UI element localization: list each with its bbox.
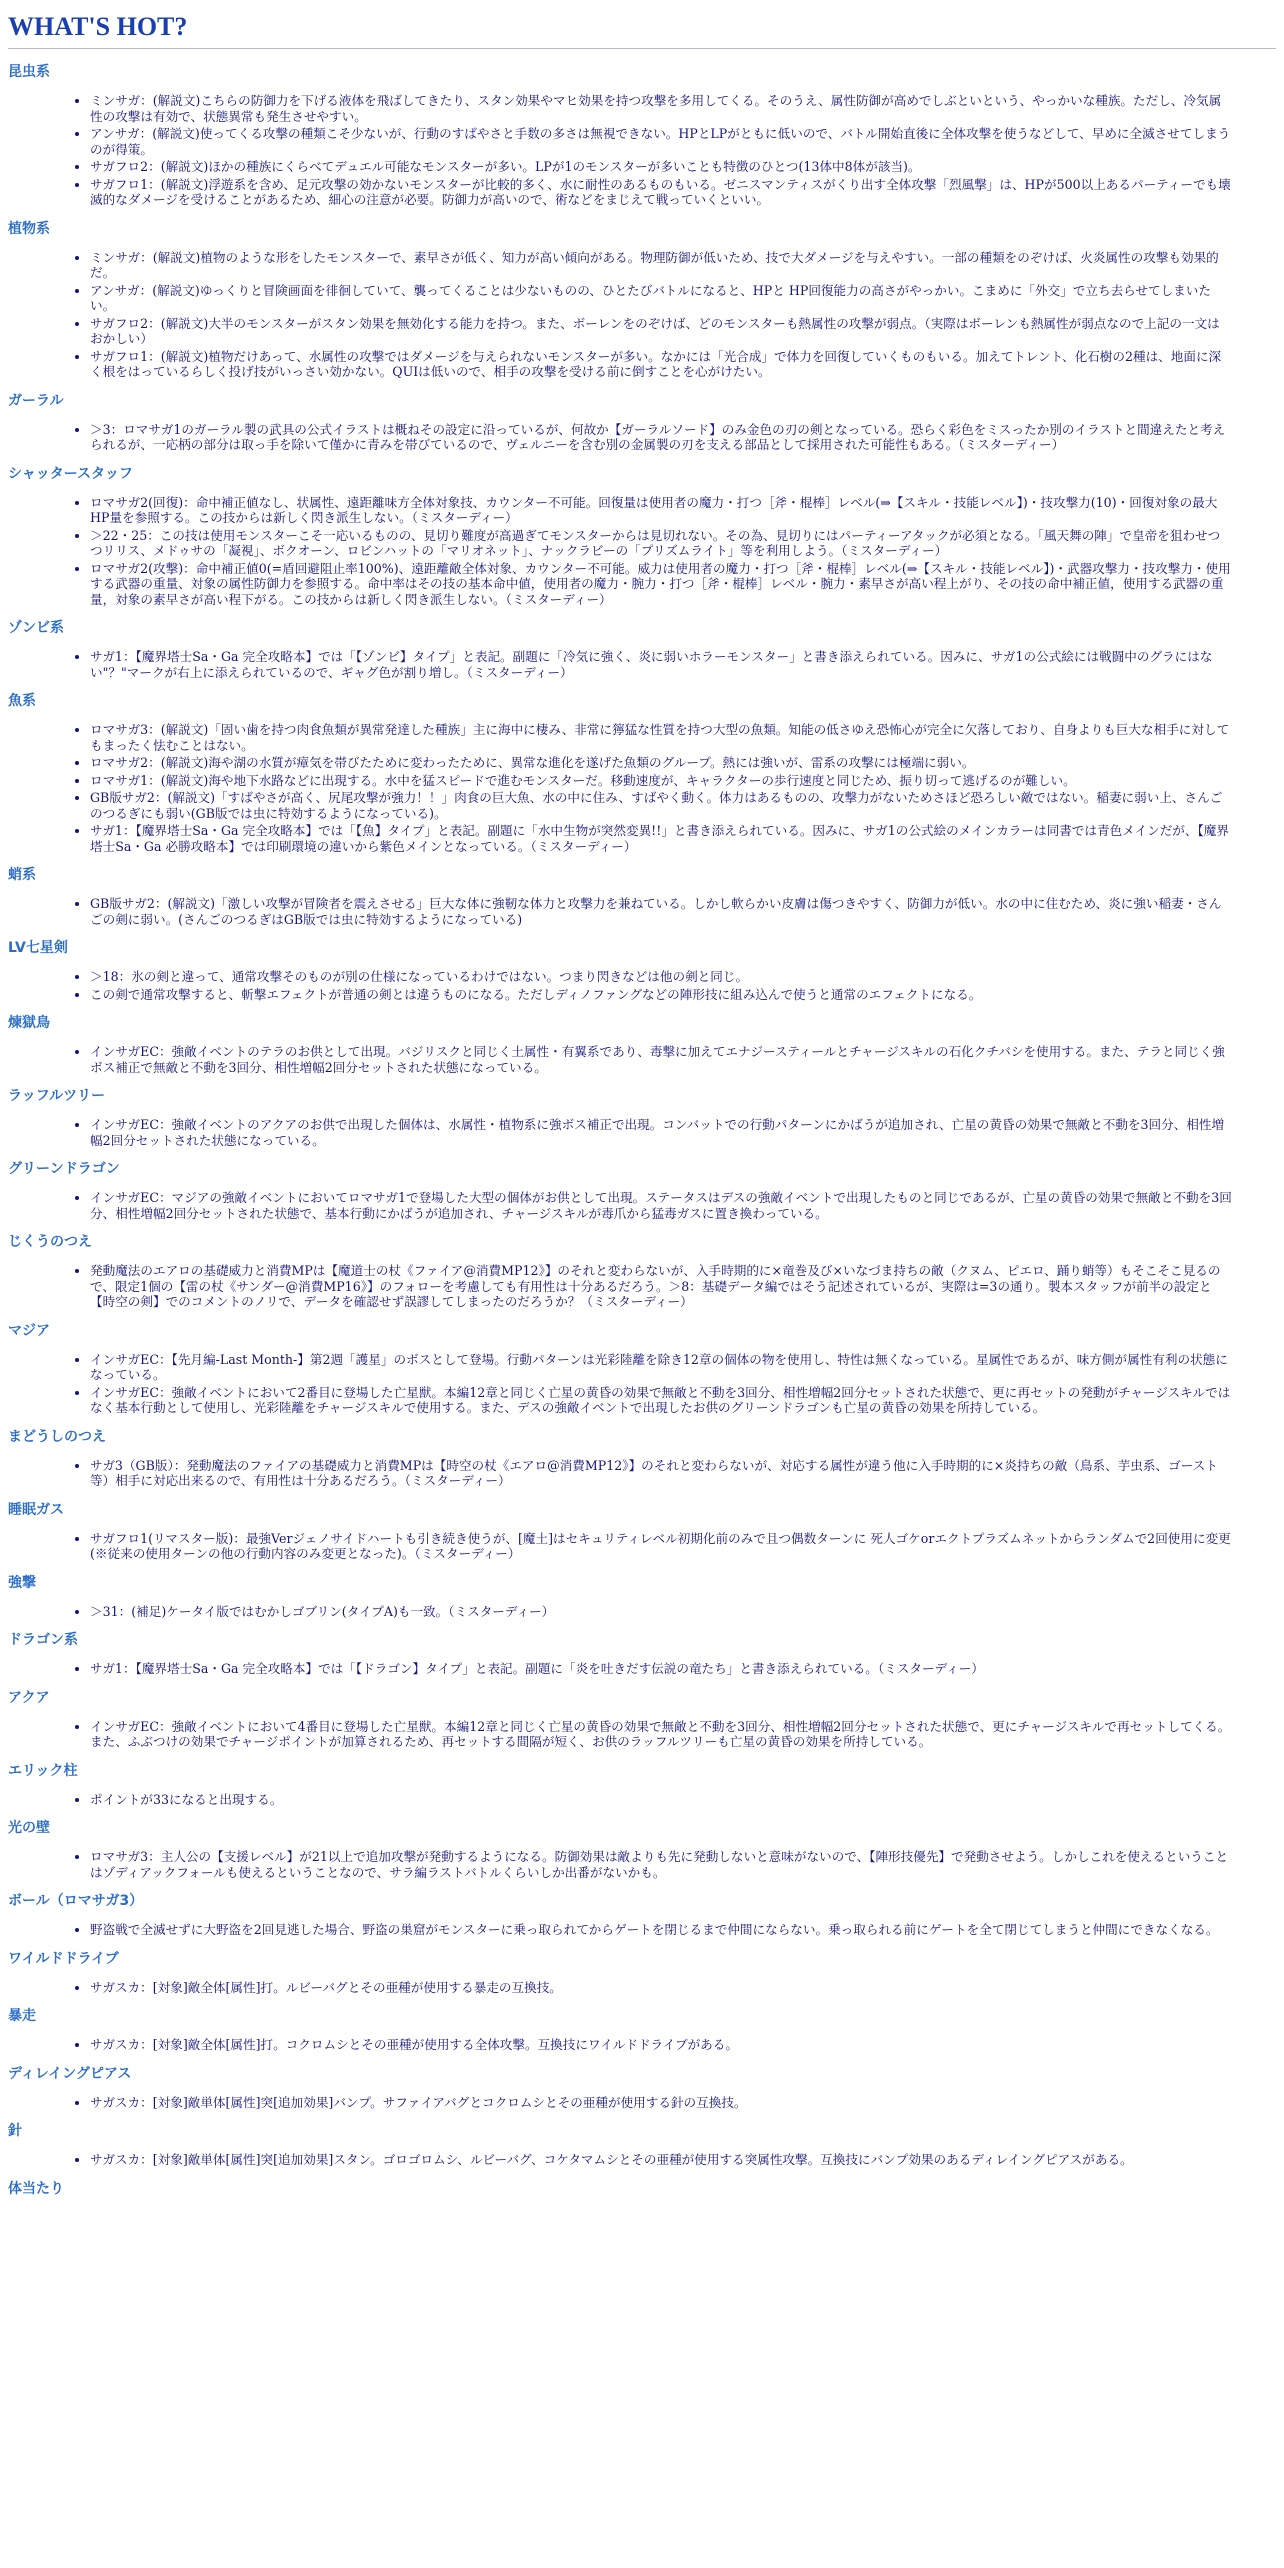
section bbox=[8, 1948, 1276, 1996]
entry-list bbox=[8, 896, 1276, 927]
section-heading[interactable]: まどうしのつえ bbox=[8, 1428, 106, 1445]
section bbox=[8, 1158, 1276, 1221]
section bbox=[8, 1572, 1276, 1620]
entry-list bbox=[8, 2037, 1276, 2053]
section-heading[interactable]: 昆虫系 bbox=[8, 64, 50, 80]
section bbox=[8, 390, 1276, 453]
entry-list bbox=[8, 722, 1276, 854]
section bbox=[8, 61, 1276, 208]
entry-item: • ＞22・25：この技は使用モンスターこそ一応いるものの、見切り難度が高過ぎてモンスターからは見切れない。その為、見切りにはパーティーアタックが必須となる。「風天舞の陣」で皇帝を狙わせつつリリス、メドゥサの「凝視」、ボクオーン、ロビンハットの「マリオネット」、ナックラビーの「プリズムライト」等を利用しよう。（ミスターディー） bbox=[90, 528, 1232, 559]
section-heading[interactable]: ディレイングピアス bbox=[8, 2065, 132, 2082]
entry-item: • インサガEC：マジアの強敵イベントにおいてロマサガ1で登場した大型の個体がお供として出現。ステータスはデスの強敵イベントで出現したものと同じであるが、亡星の黄昏の効果で無敵と不動を3回分、相性増幅2回分セットされた状態で、基本行動にかばうが追加され、チャージスキルが毒爪から猛毒ガスに置き換わっている。 bbox=[90, 1190, 1232, 1221]
entry-list bbox=[8, 1980, 1276, 1996]
entry-item: • ポイントが33になると出現する。 bbox=[90, 1792, 1232, 1808]
entry-item: • サガスカ：[対象]敵単体[属性]突[追加効果]バンプ。サファイアバグとコクロムシとその亜種が使用する針の互換技。 bbox=[90, 2095, 1232, 2111]
entry-item: • ロマサガ1：(解説文)海や地下水路などに出現する。水中を猛スピードで進むモンスターだ。移動速度が、キャラクターの歩行速度と同じため、振り切って逃げるのが難しい。 bbox=[90, 773, 1232, 789]
sections-list bbox=[8, 61, 1276, 2198]
entry-list bbox=[8, 2095, 1276, 2111]
entry-item: • サガ1：【魔界塔士Sa・Ga 完全攻略本】では「【ゾンビ】タイプ」と表記。副題に「冷気に強く、炎に弱いホラーモンスター」と書き添えられている。因みに、サガ1の公式絵には戦闘中のグラにはない"？"マークが右上に添えられているので、ギャグ色が割り増し。（ミスターディー） bbox=[90, 649, 1232, 680]
section bbox=[8, 1629, 1276, 1677]
section-heading[interactable]: 暴走 bbox=[8, 2008, 36, 2024]
section bbox=[8, 1817, 1276, 1880]
entry-item: • ＞3：ロマサガ1のガーラル製の武具の公式イラストは概ねその設定に沿っているが、何故か【ガーラルソード】のみ金色の刃の剣となっている。恐らく彩色をミスったか別のイラストと間違えたと考えられるが、一応柄の部分は取っ手を除いて僅かに青みを帯びているので、ヴェルニーを含む別の金属製の刃を支える部品として採用された可能性もある。（ミスターディー） bbox=[90, 422, 1232, 453]
entry-list bbox=[8, 1719, 1276, 1750]
section-heading[interactable]: グリーンドラゴン bbox=[8, 1161, 120, 1177]
entry-list bbox=[8, 1849, 1276, 1880]
section bbox=[8, 1687, 1276, 1750]
section bbox=[8, 937, 1276, 1002]
section bbox=[8, 1890, 1276, 1938]
section-heading[interactable]: LV七星剣 bbox=[8, 940, 68, 956]
entry-item: • サガ3（GB版）：発動魔法のファイアの基礎威力と消費MPは【時空の杖《エアロ@消費MP12》】のそれと変わらないが、対応する属性が違う他に入手時期的に×炎持ちの敵（鳥系、芋虫系、ゴースト等）相手に対応出来るので、有用性は十分あるだろう。（ミスターディー） bbox=[90, 1458, 1232, 1489]
entry-list bbox=[8, 422, 1276, 453]
entry-item: • ロマサガ2(回復)：命中補正値なし、状属性、遠距離味方全体対象技、カウンター不可能。回復量は使用者の魔力・打つ［斧・棍棒］レベル(⇒【スキル・技能レベル】)・技攻撃力(10)・回復対象の最大HP量を参照する。この技からは新しく閃き派生しない。（ミスターディー） bbox=[90, 495, 1232, 526]
entry-item: • 野盗戦で全滅せずに大野盗を2回見逃した場合、野盗の巣窟がモンスターに乗っ取られてからゲートを閉じるまで仲間にならない。乗っ取られる前にゲートを全て閉じてしまうと仲間にできなくなる。 bbox=[90, 1922, 1232, 1938]
entry-item: • ＞31：(補足)ケータイ版ではむかしゴブリン(タイプA)も一致。（ミスターディー） bbox=[90, 1604, 1232, 1620]
section-heading[interactable]: エリック柱 bbox=[8, 1762, 78, 1779]
section bbox=[8, 1760, 1276, 1808]
entry-item: • ＞18：氷の剣と違って、通常攻撃そのものが別の仕様になっているわけではない。つまり閃きなどは他の剣と同じ。 bbox=[90, 969, 1232, 985]
section-heading[interactable]: 睡眠ガス bbox=[8, 1501, 64, 1518]
entry-item: • アンサガ：(解説文)ゆっくりと冒険画面を徘徊していて、襲ってくることは少ないものの、ひとたびバトルになると、HPと HP回復能力の高さがやっかい。こまめに「外交」で立ち去らせてしまいたい。 bbox=[90, 283, 1232, 314]
section-heading[interactable]: ボール（ロマサガ3） bbox=[8, 1893, 144, 1909]
entry-item: • ミンサガ：(解説文)植物のような形をしたモンスターで、素早さが低く、知力が高い傾向がある。物理防御が低いため、技で大ダメージを与えやすい。一部の種類をのぞけば、火炎属性の攻撃も効果的だ。 bbox=[90, 250, 1232, 281]
entry-list bbox=[8, 250, 1276, 380]
section bbox=[8, 463, 1276, 608]
page-title: WHAT'S HOT? bbox=[8, 12, 1276, 49]
entry-item: • インサガEC：強敵イベントにおいて4番目に登場した亡星獣。本編12章と同じく亡星の黄昏の効果で無敵と不動を3回分、相性増幅2回分セットされた状態で、更にチャージスキルで再セットしてくる。また、ふぶつけの効果でチャージポイントが加算されるため、再セットする間隔が短く、お供のラッフルツリーも亡星の黄昏の効果を所持している。 bbox=[90, 1719, 1232, 1750]
section-heading[interactable]: ワイルドドライブ bbox=[8, 1950, 119, 1967]
section bbox=[8, 2120, 1276, 2168]
entry-item: • GB版サガ2：(解説文)「すばやさが高く、尻尾攻撃が強力！！」肉食の巨大魚、水の中に住み、すばやく動く。体力はあるものの、攻撃力がないためさほど恐ろしい敵ではない。稲妻に弱い上、さんごのつるぎにも弱い(GB版では虫に特効するようになっている)。 bbox=[90, 790, 1232, 821]
entry-list bbox=[8, 1044, 1276, 1075]
entry-item: • サガスカ：[対象]敵全体[属性]打。コクロムシとその亜種が使用する全体攻撃。互換技にワイルドドライブがある。 bbox=[90, 2037, 1232, 2053]
section-heading[interactable]: シャッタースタッフ bbox=[8, 465, 134, 482]
section bbox=[8, 1320, 1276, 1416]
entry-item: • サガフロ1(リマスター版)：最強Verジェノサイドハートも引き続き使うが、[魔土]はセキュリティレベル初期化前のみで且つ偶数ターンに 死人ゴケorエクトプラズムネットからランダムで2回使用に変更(※従来の使用ターンの他の行動内容のみ変更となった)。（ミスターディー） bbox=[90, 1531, 1232, 1562]
section bbox=[8, 218, 1276, 380]
section-heading[interactable]: 蛸系 bbox=[8, 867, 36, 883]
entry-item: • サガフロ2：(解説文)大半のモンスターがスタン効果を無効化する能力を持つ。また、ボーレンをのぞけば、どのモンスターも熱属性の攻撃が弱点。（実際はボーレンも熱属性が弱点なので上記の一文はおかしい） bbox=[90, 316, 1232, 347]
entry-list bbox=[8, 1922, 1276, 1938]
entry-item: • インサガEC：強敵イベントにおいて2番目に登場した亡星獣。本編12章と同じく亡星の黄昏の効果で無敵と不動を3回分、相性増幅2回分セットされた状態で、更に再セットの発動がチャージスキルではなく基本行動として使用し、光彩陸離をチャージスキルで使用する。また、デスの強敵イベントで出現したお供のグリーンドラゴンも亡星の黄昏の効果を所持している。 bbox=[90, 1385, 1232, 1416]
entry-list bbox=[8, 1661, 1276, 1677]
section bbox=[8, 2178, 1276, 2198]
section-heading[interactable]: ガーラル bbox=[8, 392, 64, 409]
entry-item: • サガスカ：[対象]敵単体[属性]突[追加効果]スタン。ゴロゴロムシ、ルビーバグ、コケタマムシとその亜種が使用する突属性攻撃。互換技にバンプ効果のあるディレイングピアスがある。 bbox=[90, 2152, 1232, 2168]
entry-item: • 発動魔法のエアロの基礎威力と消費MPは【魔道士の杖《ファイア@消費MP12》】のそれと変わらないが、入手時期的に×竜巻及び×いなづま持ちの敵（クヌム、ピエロ、踊り蛸等）もそこそこ見るので、限定1個の【雷の杖《サンダー@消費MP16》】のフォローを考慮しても有用性は十分あるだろう。＞8：基礎データ編ではそう記述されているが、実際は=3の通り。製本スタッフが前半の設定と【時空の剣】でのコメントのノリで、データを確認せず誤謬してしまったのだろうか？（ミスターディー） bbox=[90, 1263, 1232, 1310]
section bbox=[8, 1499, 1276, 1562]
entry-item: • インサガEC：強敵イベントのアクアのお供で出現した個体は、水属性・植物系に強ボス補正で出現。コンバットでの行動パターンにかばうが追加され、亡星の黄昏の効果で無敵と不動を3回分、相性増幅2回分セットされた状態になっている。 bbox=[90, 1117, 1232, 1148]
entry-list bbox=[8, 1352, 1276, 1416]
entry-item: • サガフロ1：(解説文)浮遊系を含め、足元攻撃の効かないモンスターが比較的多く、水に耐性のあるものもいる。ゼニスマンティスがくり出す全体攻撃「烈風撃」は、HPが500以上あるパーティーでも壊滅的なダメージを受けることがあるため、細心の注意が必要。防御力が高いので、術などをまじえて戦っていくといい。 bbox=[90, 177, 1232, 208]
entry-item: • サガスカ：[対象]敵全体[属性]打。ルビーバグとその亜種が使用する暴走の互換技。 bbox=[90, 1980, 1232, 1996]
section-heading[interactable]: アクア bbox=[8, 1689, 50, 1706]
section bbox=[8, 1012, 1276, 1075]
entry-list bbox=[8, 1531, 1276, 1562]
entry-item: • ミンサガ：(解説文)こちらの防御力を下げる液体を飛ばしてきたり、スタン効果やマヒ効果を持つ攻撃を多用してくる。そのうえ、属性防御が高めでしぶといという、やっかいな種族。ただし、冷気属性の攻撃は有効で、状態異常も発生させやすい。 bbox=[90, 93, 1232, 124]
entry-item: • ロマサガ3：主人公の【支援レベル】が21以上で追加攻撃が発動するようになる。防御効果は敵よりも先に発動しないと意味がないので、【陣形技優先】で発動させよう。しかしこれを使えるということはゾディアックフォールも使えるということなので、サラ編ラストバトルくらいしか出番がないかも。 bbox=[90, 1849, 1232, 1880]
entry-item: • サガフロ1：(解説文)植物だけあって、水属性の攻撃ではダメージを与えられないモンスターが多い。なかには「光合成」で体力を回復していくものもいる。加えてトレント、化石樹の2種は、地面に深く根をはっているらしく投げ技がいっさい効かない。QUIは低いので、相手の攻撃を受ける前に倒すことを心がけたい。 bbox=[90, 349, 1232, 380]
entry-item: • サガ1：【魔界塔士Sa・Ga 完全攻略本】では「【ドラゴン】タイプ」と表記。副題に「炎を吐きだす伝説の竜たち」と書き添えられている。（ミスターディー） bbox=[90, 1661, 1232, 1677]
section bbox=[8, 1085, 1276, 1148]
entry-list bbox=[8, 1117, 1276, 1148]
entry-item: • インサガEC：強敵イベントのテラのお供として出現。バジリスクと同じく土属性・有翼系であり、毒撃に加えてエナジースティールとチャージスキルの石化クチバシを使用する。また、テラと同じく強ボス補正で無敵と不動を3回分、相性増幅2回分セットされた状態になっている。 bbox=[90, 1044, 1232, 1075]
section-heading[interactable]: ドラゴン系 bbox=[8, 1632, 78, 1648]
section-heading[interactable]: 光の壁 bbox=[8, 1820, 50, 1836]
section-heading[interactable]: 植物系 bbox=[8, 220, 50, 237]
entry-list bbox=[8, 93, 1276, 208]
entry-item: • この剣で通常攻撃すると、斬撃エフェクトが普通の剣とは違うものになる。ただしディノファングなどの陣形技に組み込んで使うと通常のエフェクトになる。 bbox=[90, 987, 1232, 1003]
section bbox=[8, 2063, 1276, 2111]
entry-item: • GB版サガ2：(解説文)「激しい攻撃が冒険者を震えさせる」巨大な体に強靭な体力と攻撃力を兼ねている。しかし軟らかい皮膚は傷つきやすく、防御力が低い。水の中に住むため、炎に強い稲妻・さんごの剣に弱い。(さんごのつるぎはGB版では虫に特効するようになっている) bbox=[90, 896, 1232, 927]
section bbox=[8, 690, 1276, 854]
section bbox=[8, 1426, 1276, 1489]
entry-item: • サガフロ2：(解説文)ほかの種族にくらべてデュエル可能なモンスターが多い。LPが1のモンスターが多いことも特徴のひとつ(13体中8体が該当)。 bbox=[90, 159, 1232, 175]
entry-item: • ロマサガ3：(解説文)「固い歯を持つ肉食魚類が異常発達した種族」主に海中に棲み、非常に獰猛な性質を持つ大型の魚類。知能の低さゆえ恐怖心が完全に欠落しており、自身よりも巨大な相手に対してもまったく怯むことはない。 bbox=[90, 722, 1232, 753]
entry-list bbox=[8, 1190, 1276, 1221]
entry-list bbox=[8, 649, 1276, 680]
section bbox=[8, 2005, 1276, 2053]
section-heading[interactable]: 強撃 bbox=[8, 1574, 36, 1591]
entry-list bbox=[8, 495, 1276, 608]
section bbox=[8, 864, 1276, 927]
section bbox=[8, 617, 1276, 680]
entry-item: • サガ1：【魔界塔士Sa・Ga 完全攻略本】では「【魚】タイプ」と表記。副題に「水中生物が突然変異!!」と書き添えられている。因みに、サガ1の公式絵のメインカラーは同書では青色メインだが、【魔界塔士Sa・Ga 必勝攻略本】では印刷環境の違いから紫色メインとなっている。（ミスターディー） bbox=[90, 823, 1232, 854]
entry-list bbox=[8, 1263, 1276, 1310]
section-heading[interactable]: 煉獄鳥 bbox=[8, 1015, 50, 1031]
entry-item: • インサガEC：【先月編-Last Month-】第2週「護星」のボスとして登場。行動パターンは光彩陸離を除き12章の個体の物を使用し、特性は無くなっている。星属性であるが、味方側が属性有利の状態になっている。 bbox=[90, 1352, 1232, 1383]
entry-item: • ロマサガ2(攻撃)：命中補正値0(=盾回避阻止率100%)、遠距離敵全体対象、カウンター不可能。威力は使用者の魔力・打つ［斧・棍棒］レベル(⇒【スキル・技能レベル】)・武器攻撃力・技攻撃力・使用する武器の重量、対象の属性防御力を参照する。命中率はその技の基本命中値，使用者の魔力・腕力・打つ［斧・棍棒］レベル・腕力・素早さが高い程上がり、その技の命中補正値，使用する武器の重量，対象の素早さが高い程下がる。この技からは新しく閃き派生しない。（ミスターディー） bbox=[90, 561, 1232, 608]
section-heading[interactable]: ゾンビ系 bbox=[8, 620, 64, 636]
entry-item: • ロマサガ2：(解説文)海や湖の水質が瘴気を帯びたために変わったために、異常な進化を遂げた魚類のグループ。熱には強いが、雷系の攻撃には極端に弱い。 bbox=[90, 755, 1232, 771]
section-heading[interactable]: 魚系 bbox=[8, 693, 36, 709]
section-heading[interactable]: マジア bbox=[8, 1322, 50, 1339]
section-heading[interactable]: ラッフルツリー bbox=[8, 1088, 106, 1104]
section-heading[interactable]: じくうのつえ bbox=[8, 1234, 92, 1250]
entry-list bbox=[8, 1604, 1276, 1620]
section-heading[interactable]: 体当たり bbox=[8, 2180, 64, 2197]
entry-list bbox=[8, 1792, 1276, 1808]
entry-item: • アンサガ：(解説文)使ってくる攻撃の種類こそ少ないが、行動のすばやさと手数の多さは無視できない。HPとLPがともに低いので、バトル開始直後に全体攻撃を使うなどして、早めに全滅させてしまうのが得策。 bbox=[90, 126, 1232, 157]
section bbox=[8, 1231, 1276, 1310]
entry-list bbox=[8, 1458, 1276, 1489]
entry-list bbox=[8, 2152, 1276, 2168]
entry-list bbox=[8, 969, 1276, 1002]
section-heading[interactable]: 針 bbox=[8, 2123, 22, 2139]
